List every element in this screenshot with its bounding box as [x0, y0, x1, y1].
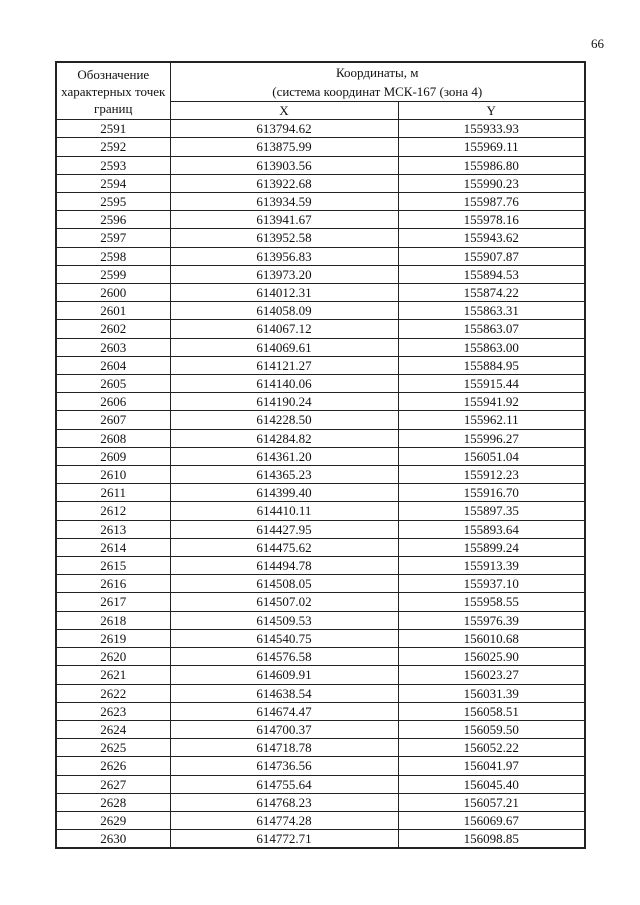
y-coordinate-cell: 155962.11	[398, 411, 585, 429]
x-coordinate-cell: 614121.27	[170, 356, 398, 374]
point-id-cell: 2614	[56, 538, 170, 556]
x-coordinate-cell: 614508.05	[170, 575, 398, 593]
x-coordinate-cell: 614576.58	[170, 648, 398, 666]
y-coordinate-cell: 155894.53	[398, 265, 585, 283]
y-coordinate-cell: 155990.23	[398, 174, 585, 192]
table-row	[56, 211, 585, 229]
point-id-cell: 2605	[56, 375, 170, 393]
x-coordinate-cell: 614069.61	[170, 338, 398, 356]
y-coordinate-cell: 156031.39	[398, 684, 585, 702]
y-coordinate-cell: 155941.92	[398, 393, 585, 411]
y-coordinate-cell: 155937.10	[398, 575, 585, 593]
point-id-cell: 2592	[56, 138, 170, 156]
table-row	[56, 174, 585, 192]
point-id-cell: 2609	[56, 447, 170, 465]
x-coordinate-cell: 614284.82	[170, 429, 398, 447]
point-id-cell: 2622	[56, 684, 170, 702]
x-coordinate-cell: 613934.59	[170, 193, 398, 211]
point-id-cell: 2604	[56, 356, 170, 374]
table-row	[56, 447, 585, 465]
y-coordinate-cell: 156045.40	[398, 775, 585, 793]
x-coordinate-cell: 614540.75	[170, 629, 398, 647]
x-coordinate-cell: 614427.95	[170, 520, 398, 538]
x-coordinate-cell: 614700.37	[170, 720, 398, 738]
x-coordinate-cell: 614507.02	[170, 593, 398, 611]
table-row	[56, 393, 585, 411]
y-coordinate-cell: 155943.62	[398, 229, 585, 247]
point-id-cell: 2599	[56, 265, 170, 283]
point-id-cell: 2602	[56, 320, 170, 338]
y-coordinate-cell: 155996.27	[398, 429, 585, 447]
point-id-cell: 2603	[56, 338, 170, 356]
y-header: Y	[398, 102, 585, 120]
y-coordinate-cell: 156069.67	[398, 811, 585, 829]
table-row	[56, 666, 585, 684]
table-header	[56, 62, 585, 120]
table-row	[56, 830, 585, 849]
point-id-cell: 2620	[56, 648, 170, 666]
page-number: 66	[591, 36, 604, 51]
table-row	[56, 593, 585, 611]
table-row	[56, 302, 585, 320]
table-row	[56, 265, 585, 283]
y-coordinate-cell: 155897.35	[398, 502, 585, 520]
x-coordinate-cell: 614067.12	[170, 320, 398, 338]
point-id-cell: 2596	[56, 211, 170, 229]
table-row	[56, 575, 585, 593]
x-coordinate-cell: 613941.67	[170, 211, 398, 229]
y-coordinate-cell: 156025.90	[398, 648, 585, 666]
y-coordinate-cell: 156041.97	[398, 757, 585, 775]
point-id-cell: 2612	[56, 502, 170, 520]
table-row	[56, 356, 585, 374]
table-row	[56, 611, 585, 629]
table-row	[56, 739, 585, 757]
point-id-cell: 2610	[56, 466, 170, 484]
table-row	[56, 502, 585, 520]
point-id-cell: 2617	[56, 593, 170, 611]
table-row	[56, 429, 585, 447]
table-row	[56, 411, 585, 429]
coordinates-title: Координаты, м	[336, 65, 419, 80]
table-row	[56, 702, 585, 720]
coordinates-table	[55, 61, 586, 849]
point-id-cell: 2597	[56, 229, 170, 247]
y-coordinate-cell: 155863.31	[398, 302, 585, 320]
designation-header: Обозначение характерных точек границ	[56, 62, 170, 120]
y-coordinate-cell: 155986.80	[398, 156, 585, 174]
table-row	[56, 557, 585, 575]
y-coordinate-cell: 156059.50	[398, 720, 585, 738]
y-coordinate-cell: 155913.39	[398, 557, 585, 575]
x-coordinate-cell: 614140.06	[170, 375, 398, 393]
x-coordinate-cell: 614736.56	[170, 757, 398, 775]
y-coordinate-cell: 155958.55	[398, 593, 585, 611]
x-coordinate-cell: 614399.40	[170, 484, 398, 502]
point-id-cell: 2594	[56, 174, 170, 192]
x-coordinate-cell: 614361.20	[170, 447, 398, 465]
table-row	[56, 484, 585, 502]
point-id-cell: 2611	[56, 484, 170, 502]
point-id-cell: 2591	[56, 120, 170, 138]
point-id-cell: 2598	[56, 247, 170, 265]
x-coordinate-cell: 614475.62	[170, 538, 398, 556]
table-row	[56, 138, 585, 156]
point-id-cell: 2624	[56, 720, 170, 738]
table-row	[56, 229, 585, 247]
y-coordinate-cell: 155976.39	[398, 611, 585, 629]
point-id-cell: 2621	[56, 666, 170, 684]
y-coordinate-cell: 156057.21	[398, 793, 585, 811]
table-row	[56, 156, 585, 174]
point-id-cell: 2601	[56, 302, 170, 320]
table-row	[56, 629, 585, 647]
table-row	[56, 720, 585, 738]
y-coordinate-cell: 155863.07	[398, 320, 585, 338]
point-id-cell: 2593	[56, 156, 170, 174]
x-coordinate-cell: 613956.83	[170, 247, 398, 265]
point-id-cell: 2627	[56, 775, 170, 793]
table-row	[56, 520, 585, 538]
x-coordinate-cell: 614774.28	[170, 811, 398, 829]
coordinate-system: (система координат МСК-167 (зона 4)	[272, 84, 483, 99]
x-coordinate-cell: 614609.91	[170, 666, 398, 684]
table-row	[56, 120, 585, 138]
table-row	[56, 684, 585, 702]
header-row-top	[56, 62, 585, 102]
x-coordinate-cell: 614772.71	[170, 830, 398, 849]
table-row	[56, 793, 585, 811]
point-id-cell: 2628	[56, 793, 170, 811]
y-coordinate-cell: 155933.93	[398, 120, 585, 138]
y-coordinate-cell: 155915.44	[398, 375, 585, 393]
table-row	[56, 538, 585, 556]
x-coordinate-cell: 614768.23	[170, 793, 398, 811]
y-coordinate-cell: 156010.68	[398, 629, 585, 647]
x-header: X	[170, 102, 398, 120]
x-coordinate-cell: 613922.68	[170, 174, 398, 192]
x-coordinate-cell: 614755.64	[170, 775, 398, 793]
x-coordinate-cell: 613903.56	[170, 156, 398, 174]
table-row	[56, 320, 585, 338]
x-coordinate-cell: 613952.58	[170, 229, 398, 247]
y-coordinate-cell: 155916.70	[398, 484, 585, 502]
point-id-cell: 2630	[56, 830, 170, 849]
point-id-cell: 2595	[56, 193, 170, 211]
y-coordinate-cell: 156023.27	[398, 666, 585, 684]
table-row	[56, 757, 585, 775]
x-coordinate-cell: 614228.50	[170, 411, 398, 429]
point-id-cell: 2607	[56, 411, 170, 429]
point-id-cell: 2623	[56, 702, 170, 720]
x-coordinate-cell: 614365.23	[170, 466, 398, 484]
table-row	[56, 193, 585, 211]
y-coordinate-cell: 155893.64	[398, 520, 585, 538]
x-coordinate-cell: 614058.09	[170, 302, 398, 320]
y-coordinate-cell: 155899.24	[398, 538, 585, 556]
y-coordinate-cell: 156098.85	[398, 830, 585, 849]
y-coordinate-cell: 156052.22	[398, 739, 585, 757]
point-id-cell: 2606	[56, 393, 170, 411]
point-id-cell: 2600	[56, 284, 170, 302]
x-coordinate-cell: 614638.54	[170, 684, 398, 702]
y-coordinate-cell: 155969.11	[398, 138, 585, 156]
point-id-cell: 2613	[56, 520, 170, 538]
table-row	[56, 284, 585, 302]
point-id-cell: 2629	[56, 811, 170, 829]
x-coordinate-cell: 613973.20	[170, 265, 398, 283]
x-coordinate-cell: 614190.24	[170, 393, 398, 411]
x-coordinate-cell: 614494.78	[170, 557, 398, 575]
table-row	[56, 247, 585, 265]
y-coordinate-cell: 155884.95	[398, 356, 585, 374]
x-coordinate-cell: 613794.62	[170, 120, 398, 138]
table-row	[56, 466, 585, 484]
table-row	[56, 338, 585, 356]
y-coordinate-cell: 155912.23	[398, 466, 585, 484]
table-body	[56, 120, 585, 849]
point-id-cell: 2625	[56, 739, 170, 757]
point-id-cell: 2619	[56, 629, 170, 647]
point-id-cell: 2616	[56, 575, 170, 593]
point-id-cell: 2626	[56, 757, 170, 775]
x-coordinate-cell: 614509.53	[170, 611, 398, 629]
coordinates-header	[170, 62, 585, 102]
point-id-cell: 2608	[56, 429, 170, 447]
y-coordinate-cell: 156051.04	[398, 447, 585, 465]
y-coordinate-cell: 156058.51	[398, 702, 585, 720]
table-row	[56, 648, 585, 666]
y-coordinate-cell: 155978.16	[398, 211, 585, 229]
y-coordinate-cell: 155863.00	[398, 338, 585, 356]
x-coordinate-cell: 614012.31	[170, 284, 398, 302]
table-row	[56, 811, 585, 829]
x-coordinate-cell: 613875.99	[170, 138, 398, 156]
point-id-cell: 2618	[56, 611, 170, 629]
y-coordinate-cell: 155874.22	[398, 284, 585, 302]
table-row	[56, 375, 585, 393]
x-coordinate-cell: 614410.11	[170, 502, 398, 520]
x-coordinate-cell: 614718.78	[170, 739, 398, 757]
point-id-cell: 2615	[56, 557, 170, 575]
table-row	[56, 775, 585, 793]
x-coordinate-cell: 614674.47	[170, 702, 398, 720]
y-coordinate-cell: 155987.76	[398, 193, 585, 211]
y-coordinate-cell: 155907.87	[398, 247, 585, 265]
